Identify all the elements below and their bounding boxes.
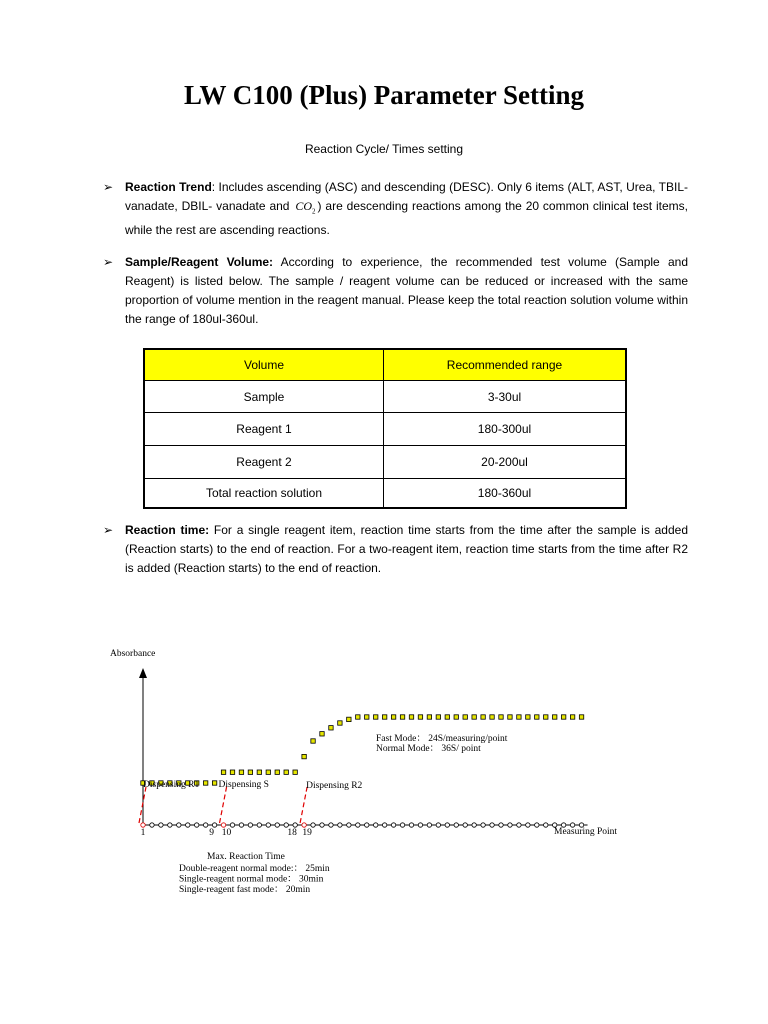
data-point bbox=[248, 770, 252, 774]
data-point bbox=[561, 715, 565, 719]
data-point bbox=[436, 715, 440, 719]
table-header-recommended-range: Recommended range bbox=[384, 349, 627, 381]
x-axis-point bbox=[150, 823, 154, 827]
x-axis-point bbox=[141, 823, 145, 827]
x-axis-point bbox=[472, 823, 476, 827]
x-axis-label: Measuring Point bbox=[554, 827, 618, 837]
data-point bbox=[427, 715, 431, 719]
table-row bbox=[144, 413, 626, 446]
co2-formula: $CO_2$ bbox=[295, 199, 316, 216]
reaction-time-line: Single-reagent normal mode： 30min bbox=[179, 874, 324, 885]
data-point bbox=[365, 715, 369, 719]
x-tick-label: 18 bbox=[287, 828, 297, 838]
data-point bbox=[418, 715, 422, 719]
data-point bbox=[293, 770, 297, 774]
bullet-term: Reaction Trend bbox=[125, 180, 212, 194]
x-axis-point bbox=[212, 823, 216, 827]
data-point bbox=[221, 770, 225, 774]
data-point bbox=[409, 715, 413, 719]
x-axis-point bbox=[230, 823, 234, 827]
data-point bbox=[579, 715, 583, 719]
bullet-text: For a single reagent item, reaction time starts from the time after the sample is added (Reaction starts) to the end of reaction. For a two-reagent item, reaction time starts from the time after R2 is added (Reaction starts) to the end of reaction. bbox=[125, 523, 688, 575]
x-axis-point bbox=[195, 823, 199, 827]
x-axis-point bbox=[544, 823, 548, 827]
data-point bbox=[203, 781, 207, 785]
table-cell: 20-200ul bbox=[384, 446, 627, 479]
data-point bbox=[481, 715, 485, 719]
table-cell: 3-30ul bbox=[384, 381, 627, 413]
x-axis-point bbox=[400, 823, 404, 827]
data-point bbox=[230, 770, 234, 774]
x-axis-point bbox=[499, 823, 503, 827]
x-axis-point bbox=[481, 823, 485, 827]
event-marker-line bbox=[300, 787, 307, 823]
data-point bbox=[490, 715, 494, 719]
x-axis-point bbox=[248, 823, 252, 827]
x-axis-point bbox=[374, 823, 378, 827]
data-point bbox=[553, 715, 557, 719]
table-row bbox=[144, 479, 626, 509]
x-axis-point bbox=[454, 823, 458, 827]
x-axis-point bbox=[391, 823, 395, 827]
data-point bbox=[212, 781, 216, 785]
table-cell: 180-300ul bbox=[384, 413, 627, 446]
event-label: Dispensing R2 bbox=[306, 781, 363, 791]
y-axis-arrow-icon bbox=[139, 668, 147, 678]
x-axis-point bbox=[347, 823, 351, 827]
x-axis-point bbox=[177, 823, 181, 827]
x-axis-point bbox=[311, 823, 315, 827]
x-axis-point bbox=[356, 823, 360, 827]
x-axis-point bbox=[302, 823, 306, 827]
reaction-time-line: Single-reagent fast mode： 20min bbox=[179, 885, 311, 895]
x-axis-point bbox=[329, 823, 333, 827]
data-point bbox=[400, 715, 404, 719]
data-point bbox=[275, 770, 279, 774]
volume-table bbox=[143, 348, 627, 509]
bullet-term: Sample/Reagent Volume: bbox=[125, 255, 274, 269]
x-axis-point bbox=[463, 823, 467, 827]
data-point bbox=[517, 715, 521, 719]
x-axis-point bbox=[203, 823, 207, 827]
x-axis-point bbox=[526, 823, 530, 827]
x-axis-point bbox=[490, 823, 494, 827]
event-label: Dispensing S bbox=[218, 780, 269, 790]
table-header-volume: Volume bbox=[144, 349, 384, 381]
bullet-term: Reaction time: bbox=[125, 523, 210, 537]
y-axis-label: Absorbance bbox=[110, 649, 156, 659]
x-axis-point bbox=[535, 823, 539, 827]
data-point bbox=[391, 715, 395, 719]
x-axis-point bbox=[186, 823, 190, 827]
x-axis-point bbox=[266, 823, 270, 827]
data-point bbox=[266, 770, 270, 774]
x-axis-point bbox=[257, 823, 261, 827]
data-point bbox=[454, 715, 458, 719]
x-axis-point bbox=[427, 823, 431, 827]
x-tick-label: 19 bbox=[302, 828, 312, 838]
data-point bbox=[499, 715, 503, 719]
bullet-text-after: ) are descending reactions among the 20 common clinical test items, while the rest are ascending reactions. bbox=[125, 199, 688, 238]
data-point bbox=[544, 715, 548, 719]
data-point bbox=[239, 770, 243, 774]
x-axis-point bbox=[382, 823, 386, 827]
reaction-time-title: Max. Reaction Time bbox=[207, 852, 285, 862]
x-tick-label: 1 bbox=[140, 828, 146, 838]
x-axis-point bbox=[517, 823, 521, 827]
reaction-time-line: Double-reagent normal mode:： 25min bbox=[179, 864, 330, 874]
x-axis-point bbox=[409, 823, 413, 827]
absorbance-chart bbox=[0, 640, 768, 910]
data-point bbox=[257, 770, 261, 774]
x-axis-point bbox=[436, 823, 440, 827]
table-cell: Sample bbox=[144, 381, 384, 413]
page-title: LW C100 (Plus) Parameter Setting bbox=[184, 80, 584, 110]
x-axis-point bbox=[239, 823, 243, 827]
section-subtitle: Reaction Cycle/ Times setting bbox=[304, 142, 464, 156]
x-axis-point bbox=[275, 823, 279, 827]
x-axis-point bbox=[221, 823, 225, 827]
data-point bbox=[570, 715, 574, 719]
data-point bbox=[508, 715, 512, 719]
data-point bbox=[535, 715, 539, 719]
x-tick-label: 10 bbox=[221, 828, 232, 838]
event-marker-line bbox=[220, 787, 227, 823]
data-point bbox=[356, 715, 360, 719]
bullet-arrow-icon: ➢ bbox=[103, 255, 114, 269]
x-axis-point bbox=[168, 823, 172, 827]
x-axis-point bbox=[365, 823, 369, 827]
x-axis-point bbox=[445, 823, 449, 827]
data-point bbox=[382, 715, 386, 719]
data-point bbox=[374, 715, 378, 719]
data-point bbox=[311, 739, 315, 743]
x-axis-point bbox=[418, 823, 422, 827]
data-point bbox=[320, 732, 324, 736]
x-tick-label: 9 bbox=[209, 828, 214, 838]
x-axis-point bbox=[293, 823, 297, 827]
event-label: Dispensing R1 bbox=[143, 780, 200, 790]
data-point bbox=[463, 715, 467, 719]
bullet-arrow-icon: ➢ bbox=[103, 523, 114, 537]
data-point bbox=[472, 715, 476, 719]
table-row bbox=[144, 446, 626, 479]
table-row bbox=[144, 381, 626, 413]
data-point bbox=[329, 726, 333, 730]
bullet-text: : Includes ascending (ASC) and descending (DESC). Only 6 items (ALT, AST, Urea, TBIL-vanadate, DBIL- vanadate and bbox=[125, 180, 688, 213]
table-cell: Total reaction solution bbox=[144, 479, 384, 509]
table-cell: Reagent 2 bbox=[144, 446, 384, 479]
bullet-arrow-icon: ➢ bbox=[103, 180, 114, 194]
bullet-reaction-trend bbox=[103, 178, 688, 240]
data-point bbox=[445, 715, 449, 719]
x-axis-point bbox=[284, 823, 288, 827]
x-axis-point bbox=[508, 823, 512, 827]
data-point bbox=[284, 770, 288, 774]
table-cell: Reagent 1 bbox=[144, 413, 384, 446]
data-point bbox=[347, 717, 351, 721]
table-cell: 180-360ul bbox=[384, 479, 627, 509]
x-axis-point bbox=[159, 823, 163, 827]
x-axis-point bbox=[338, 823, 342, 827]
data-point bbox=[338, 721, 342, 725]
mode-note: Normal Mode： 36S/ point bbox=[376, 744, 481, 754]
data-point bbox=[302, 754, 306, 758]
bullet-sample-reagent-volume bbox=[103, 253, 688, 329]
x-axis-point bbox=[320, 823, 324, 827]
bullet-text: According to experience, the recommended test volume (Sample and Reagent) is listed below. The sample / reagent volume can be reduced or increased with the same proportion of volume mention in the reagent manual. Please keep the total reaction solution volume within the range of 180ul-360ul. bbox=[125, 255, 688, 326]
data-point bbox=[526, 715, 530, 719]
bullet-reaction-time bbox=[103, 521, 688, 578]
mode-note: Fast Mode： 24S/measuring/point bbox=[376, 734, 508, 744]
